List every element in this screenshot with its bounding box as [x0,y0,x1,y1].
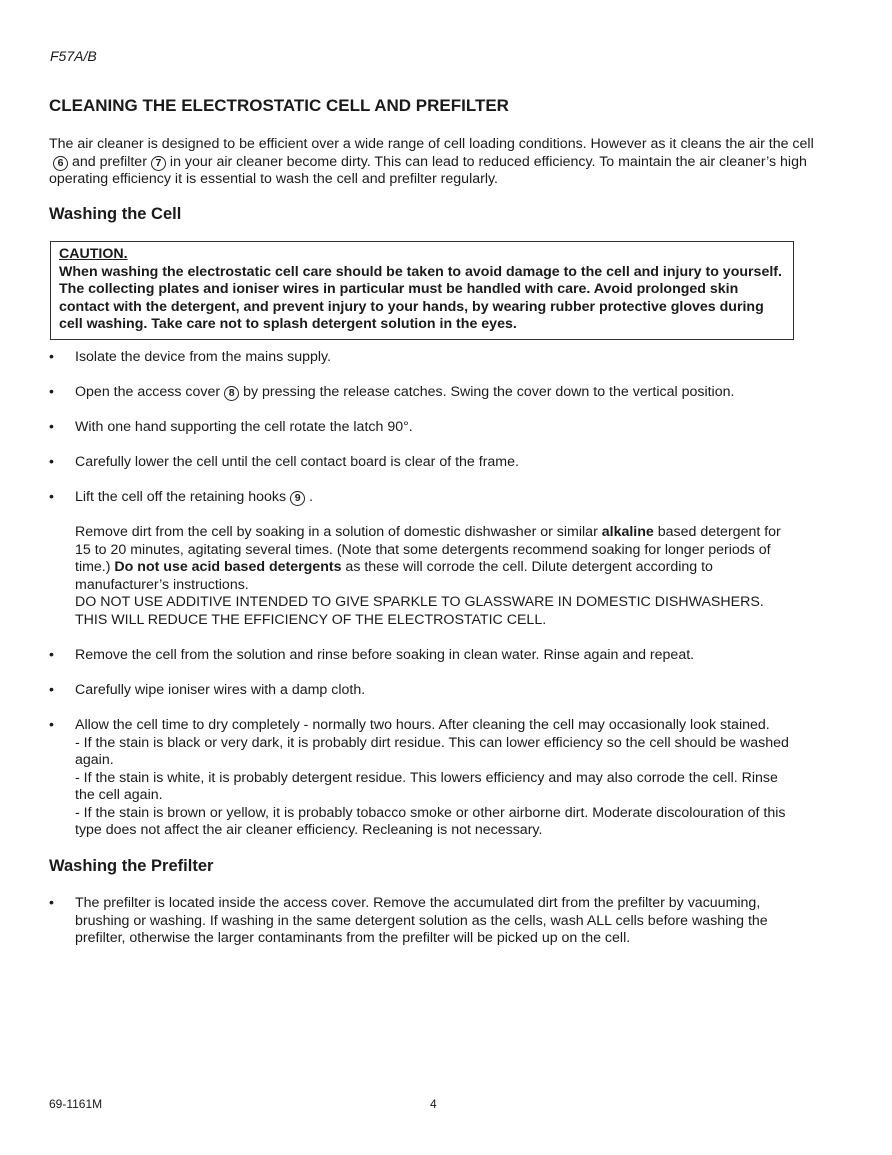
soaking-paragraph [75,524,795,629]
para-bold-alkaline: alkaline [601,524,654,540]
para-text: Remove dirt from the cell by soaking in a solution of domestic dishwasher or similar [75,524,602,540]
caution-box [50,241,794,340]
washing-cell-heading: Washing the Cell [49,205,182,223]
bullet-text: Lift the cell off the retaining hooks [75,489,287,505]
bullet-icon: • [49,647,54,663]
para-bold-warning: Do not use acid based detergents [114,559,342,575]
intro-text-3: in your air cleaner become dirty. This can lead to reduced efficiency. To maintain the air cleaner’s high operating efficiency it is essential to wash the cell and prefilter regularly. [49,153,807,187]
bullet-text: With one hand supporting the cell rotate the latch 90°. [75,419,413,435]
list-item [49,489,794,507]
para-text: based detergent for 15 to 20 minutes, agitating several times. (Note that some detergents recommend soaking for longer periods of time.) [75,524,781,575]
bullet-text: Carefully wipe ioniser wires with a damp cloth. [75,682,366,698]
bullet-text: Carefully lower the cell until the cell contact board is clear of the frame. [75,454,519,470]
page-title: CLEANING THE ELECTROSTATIC CELL AND PREFILTER [49,96,509,115]
list-item [49,384,794,402]
bullet-text: Isolate the device from the mains supply. [75,349,332,365]
bullet-icon: • [49,895,54,911]
list-item [49,419,794,437]
bullet-icon: • [49,489,54,505]
document-code: 69-1161M [49,1097,103,1111]
callout-8-icon: 8 [224,386,239,401]
callout-9-icon: 9 [290,491,305,506]
bullet-text: Remove the cell from the solution and rinse before soaking in clean water. Rinse again and repeat. [75,647,695,663]
intro-text-1: The air cleaner is designed to be efficient over a wide range of cell loading conditions. However as it cleans the air the cell [49,136,814,152]
para-caps-warning: THIS WILL REDUCE THE EFFICIENCY OF THE ELECTROSTATIC CELL. [75,611,547,628]
list-item [49,717,794,840]
para-caps-warning: DO NOT USE ADDITIVE INTENDED TO GIVE SPARKLE TO GLASSWARE IN DOMESTIC DISHWASHERS. [75,594,764,610]
stain-note-black: - If the stain is black or very dark, it is probably dirt residue. This can lower efficiency so the cell should be washed again. [75,734,789,768]
para-text: as these will corrode the cell. Dilute detergent according to manufacturer’s instructions. [75,559,713,593]
stain-note-white: - If the stain is white, it is probably detergent residue. This lowers efficiency and may also corrode the cell. Rinse the cell again. [75,769,778,803]
washing-prefilter-heading: Washing the Prefilter [49,857,214,875]
list-item [49,349,794,367]
list-item [49,454,794,472]
stain-note-brown: - If the stain is brown or yellow, it is probably tobacco smoke or other airborne dirt. Moderate discolouration of this type does not affect the air cleaner efficiency. Recleaning is not necessary. [75,804,786,838]
bullet-icon: • [49,454,54,470]
list-item [49,647,794,665]
caution-title: CAUTION. [59,246,128,262]
intro-text-2: and prefilter [72,153,147,170]
bullet-icon: • [49,384,54,400]
bullet-icon: • [49,682,54,698]
bullet-text: . [309,489,314,505]
list-item [49,682,794,700]
bullet-icon: • [49,419,54,435]
bullet-icon: • [49,349,54,365]
bullet-text: by pressing the release catches. Swing the cover down to the vertical position. [243,384,735,400]
intro-paragraph [49,136,829,189]
callout-7-icon: 7 [151,156,166,171]
list-item [49,895,794,948]
bullet-text: The prefilter is located inside the access cover. Remove the accumulated dirt from the prefilter by vacuuming, brushing or washing. If washing in the same detergent solution as the cells, wash ALL cells before washing the prefilter, otherwise the larger contaminants from the prefilter will be picked up on the cell. [75,895,768,946]
model-number: F57A/B [50,48,97,64]
bullet-icon: • [49,717,54,733]
callout-6-icon: 6 [53,156,68,171]
bullet-text: Allow the cell time to dry completely - normally two hours. After cleaning the cell may occasionally look stained. [75,717,770,733]
bullet-text: Open the access cover [75,384,221,400]
page-number: 4 [430,1097,437,1111]
caution-body: When washing the electrostatic cell care should be taken to avoid damage to the cell and injury to yourself. The collecting plates and ioniser wires in particular must be handled with care. Avoid prolonged skin contact with the detergent, and prevent injury to your hands, by wearing rubber protective gloves during cell washing. Take care not to splash detergent solution in the eyes. [59,263,782,332]
